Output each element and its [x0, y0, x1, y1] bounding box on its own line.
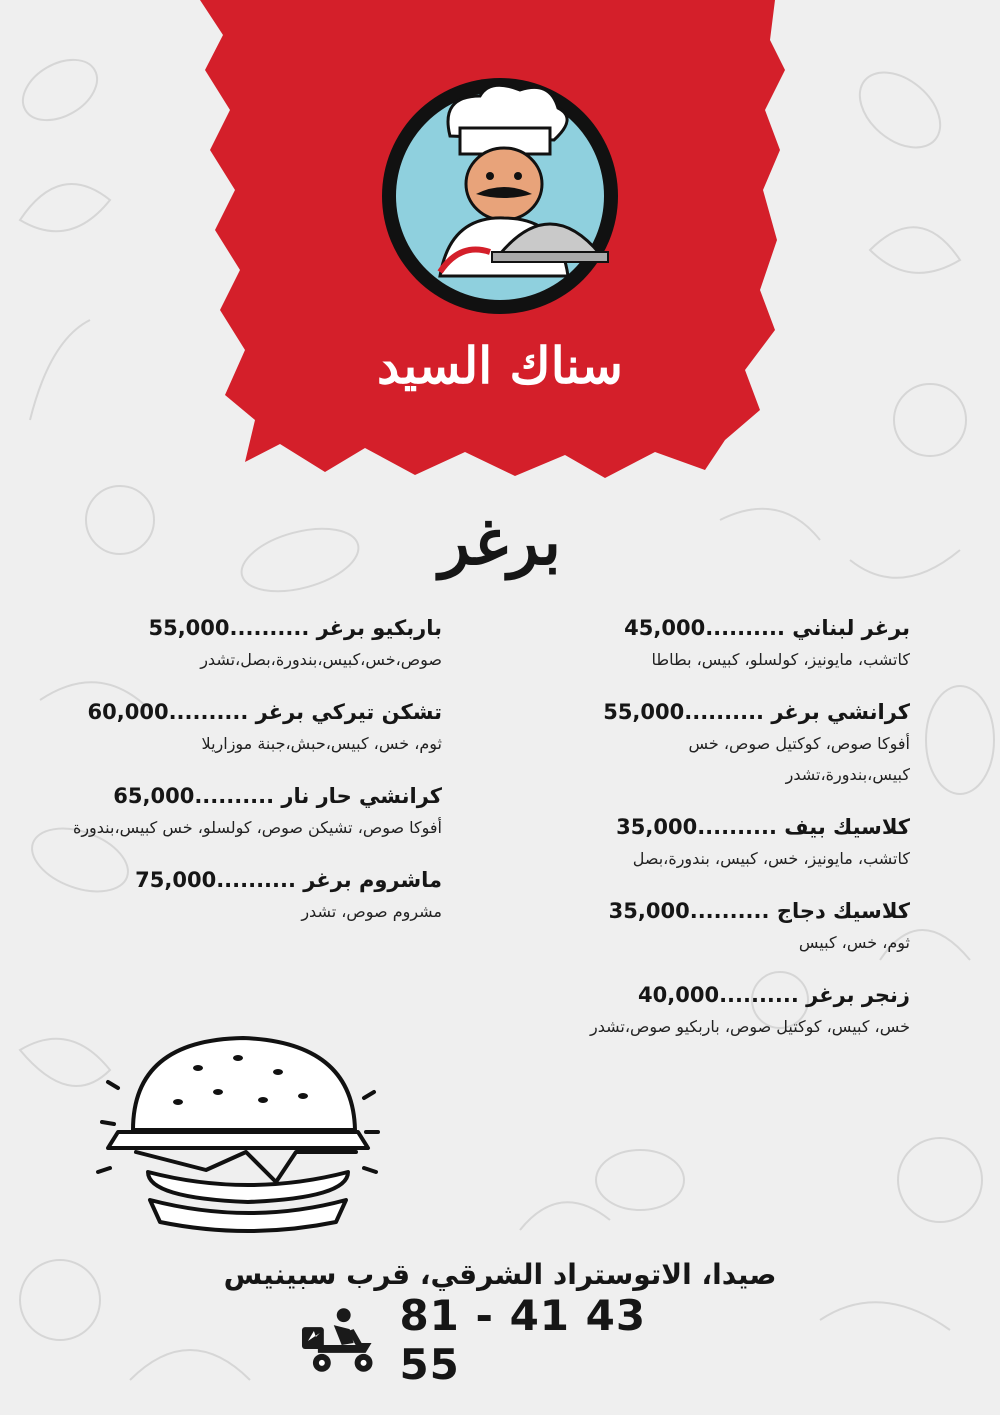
menu-item: كرانشي برغر ..........55,000 أفوكا صوص، كوكتيل صوص، خس كبيس،بندورة،تشدر [500, 696, 910, 790]
menu-item: برغر لبناني ..........45,000 كاتشب، مايونيز، كولسلو، كبيس، بطاطا [500, 612, 910, 675]
item-name: ماشروم برغر [303, 868, 442, 892]
item-description: ثوم، خس، كبيس [798, 933, 910, 952]
item-price: 40,000 [638, 983, 720, 1007]
item-price: 65,000 [113, 784, 195, 808]
menu-item: زنجر برغر ..........40,000 خس، كبيس، كوكتيل صوص، باربكيو صوص،تشدر [500, 979, 910, 1042]
item-name: تشكن تيركي برغر [255, 700, 442, 724]
burger-illustration-icon [88, 1022, 388, 1242]
item-name: كرانشي برغر [771, 700, 910, 724]
item-price: 35,000 [608, 899, 690, 923]
item-name: باربكيو برغر [316, 616, 442, 640]
menu-item: ماشروم برغر ..........75,000 مشروم صوص، تشدر [50, 864, 442, 927]
address: صيدا، الاتوستراد الشرقي، قرب سبينيس [223, 1258, 777, 1291]
item-price: 35,000 [616, 815, 698, 839]
item-name: برغر لبناني [792, 616, 910, 640]
item-price: 55,000 [603, 700, 685, 724]
chef-logo-icon [380, 76, 620, 316]
menu-item: كلاسيك بيف ..........35,000 كاتشب، مايونيز، خس، كبيس، بندورة،بصل [500, 811, 910, 874]
menu-item: تشكن تيركي برغر ..........60,000 ثوم، خس، كبيس،حبش،جبنة موزاريلا [50, 696, 442, 759]
item-name: كلاسيك بيف [784, 815, 910, 839]
item-name: زنجر برغر [806, 983, 910, 1007]
item-description: صوص،خس،كبيس،بندورة،بصل،تشدر [200, 650, 442, 669]
menu-column-left [50, 612, 442, 948]
phone-number: 81 - 41 43 55 [399, 1291, 647, 1389]
delivery-scooter-icon [300, 1305, 379, 1375]
item-price: 45,000 [624, 616, 706, 640]
menu-item: باربكيو برغر ..........55,000 صوص،خس،كبيس،بندورة،بصل،تشدر [50, 612, 442, 675]
item-description: مشروم صوص، تشدر [301, 902, 442, 921]
item-description: ثوم، خس، كبيس،حبش،جبنة موزاريلا [201, 734, 442, 753]
item-name: كرانشي حار نار [281, 784, 442, 808]
item-price: 55,000 [148, 616, 230, 640]
item-description: خس، كبيس، كوكتيل صوص، باربكيو صوص،تشدر [590, 1017, 910, 1036]
item-description: أفوكا صوص، كوكتيل صوص، خس كبيس،بندورة،تشدر [688, 734, 910, 784]
item-price: 60,000 [87, 700, 169, 724]
item-description: أفوكا صوص، تشيكن صوص، كولسلو، خس كبيس،بندورة [72, 818, 442, 837]
item-description: كاتشب، مايونيز، كولسلو، كبيس، بطاطا [651, 650, 910, 669]
menu-item: كرانشي حار نار ..........65,000 أفوكا صوص، تشيكن صوص، كولسلو، خس كبيس،بندورة [50, 780, 442, 843]
menu-item: كلاسيك دجاج ..........35,000 ثوم، خس، كبيس [500, 895, 910, 958]
brand-name: سناك السيد [377, 336, 623, 395]
delivery-contact [300, 1291, 720, 1389]
item-price: 75,000 [135, 868, 217, 892]
section-title: برغر [439, 505, 561, 580]
item-description: كاتشب، مايونيز، خس، كبيس، بندورة،بصل [632, 849, 910, 868]
item-name: كلاسيك دجاج [776, 899, 910, 923]
menu-column-right [500, 612, 910, 1063]
